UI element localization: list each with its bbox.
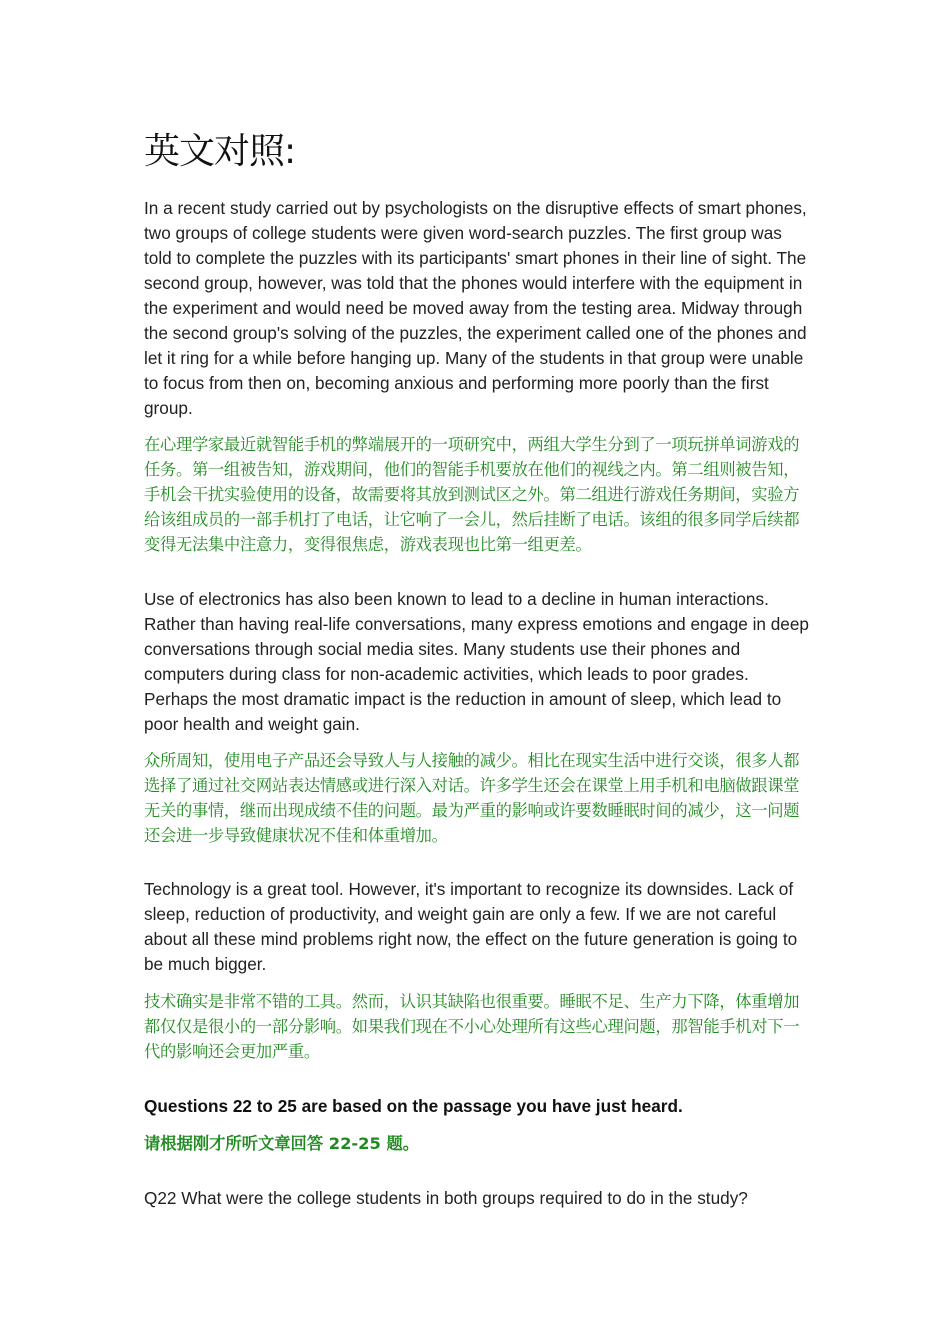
paragraph-1-chinese: 在心理学家最近就智能手机的弊端展开的一项研究中，两组大学生分到了一项玩拼单词游戏的任务。第一组被告知，游戏期间，他们的智能手机要放在他们的视线之内。第二组则被告知，手机会干扰实验使用的设备，故需要将其放到测试区之外。第二组进行游戏任务期间，实验方给该组成员的一部手机打了电话，让它响了一会儿，然后挂断了电话。该组的很多同学后续都变得无法集中注意力，变得很焦虑，游戏表现也比第一组更差。 [144,435,800,554]
paragraph-3-english: Technology is a great tool. However, it's important to recognize its downsides. Lack of sleep, reduction of productivity, and weight gain are only a few. If we are not careful about all these mind problems right now, the effect on the future generation is going to be much bigger. [144,879,798,974]
questions-header-english: Questions 22 to 25 are based on the passage you have just heard. [144,1096,683,1116]
page-heading: 英文对照: [144,131,296,172]
paragraph-1-english: In a recent study carried out by psychologists on the disruptive effects of smart phones, two groups of college students were given word-search puzzles. The first group was told to complete the puzzles with its participants' smart phones in their line of sight. The second group, however, was told that the phones would interfere with the equipment in the experiment and would need be moved away from the testing area. Midway through the second group's solving of the puzzles, the experiment called one of the phones and let it ring for a while before hanging up. Many of the students in that group were unable to focus from then on, becoming anxious and performing more poorly than the first group. [144,198,807,418]
paragraph-2-english: Use of electronics has also been known to lead to a decline in human interactions. Rather than having real-life conversations, many express emotions and engage in deep conversations through social media sites. Many students use their phones and computers during class for non-academic activities, which leads to poor grades. Perhaps the most dramatic impact is the reduction in amount of sleep, which lead to poor health and weight gain. [144,589,809,734]
paragraph-3-chinese: 技术确实是非常不错的工具。然而，认识其缺陷也很重要。睡眠不足、生产力下降，体重增加都仅仅是很小的一部分影响。如果我们现在不小心处理所有这些心理问题，那智能手机对下一代的影响还会更加严重。 [144,992,800,1061]
paragraph-2-chinese: 众所周知，使用电子产品还会导致人与人接触的减少。相比在现实生活中进行交谈，很多人都选择了通过社交网站表达情感或进行深入对话。许多学生还会在课堂上用手机和电脑做跟课堂无关的事情，继而出现成绩不佳的问题。最为严重的影响或许要数睡眠时间的减少，这一问题还会进一步导致健康状况不佳和体重增加。 [144,751,800,845]
question-22: Q22 What were the college students in both groups required to do in the study? [144,1188,748,1208]
questions-header-chinese: 请根据刚才所听文章回答 22-25 题。 [144,1134,420,1153]
